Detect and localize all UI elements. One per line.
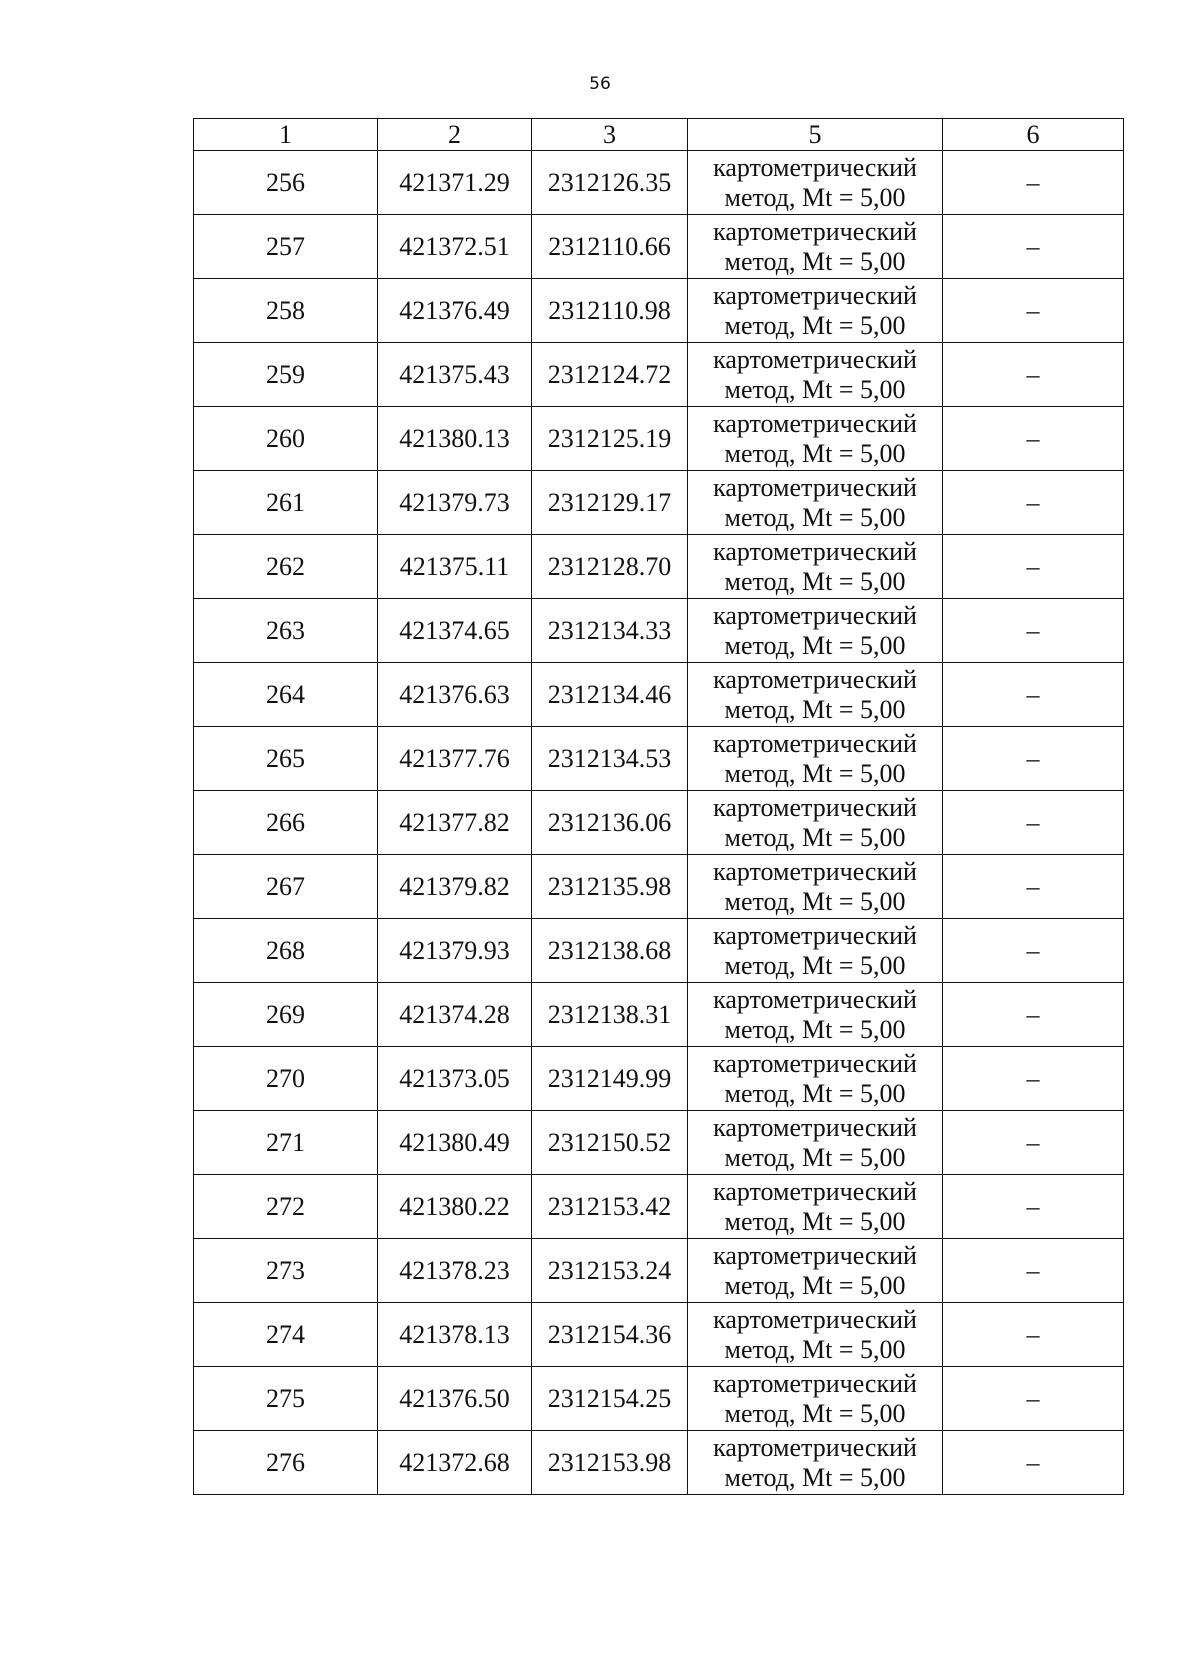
table-header-row <box>194 119 1124 151</box>
method-line-2: метод, Mt = 5,00 <box>724 374 906 404</box>
table-row <box>194 1431 1124 1495</box>
x-coordinate-cell: 421375.11 <box>378 535 532 599</box>
method-cell <box>688 855 943 919</box>
point-number-cell: 270 <box>194 1047 378 1111</box>
point-number-cell: 258 <box>194 279 378 343</box>
method-line-1: картометрический <box>713 1368 917 1398</box>
note-cell: – <box>943 1239 1124 1303</box>
method-line-1: картометрический <box>713 1176 917 1206</box>
table-row <box>194 599 1124 663</box>
method-cell <box>688 1175 943 1239</box>
method-cell <box>688 215 943 279</box>
table-row <box>194 1111 1124 1175</box>
method-line-1: картометрический <box>713 792 917 822</box>
point-number-cell: 275 <box>194 1367 378 1431</box>
table-row <box>194 1047 1124 1111</box>
y-coordinate-cell: 2312138.68 <box>532 919 688 983</box>
method-line-1: картометрический <box>713 1432 917 1462</box>
method-cell <box>688 919 943 983</box>
note-cell: – <box>943 983 1124 1047</box>
note-cell: – <box>943 151 1124 215</box>
y-coordinate-cell: 2312149.99 <box>532 1047 688 1111</box>
y-coordinate-cell: 2312110.98 <box>532 279 688 343</box>
coordinates-table <box>193 118 1124 1495</box>
method-cell <box>688 1111 943 1175</box>
x-coordinate-cell: 421379.82 <box>378 855 532 919</box>
table-row <box>194 855 1124 919</box>
point-number-cell: 267 <box>194 855 378 919</box>
point-number-cell: 265 <box>194 727 378 791</box>
y-coordinate-cell: 2312128.70 <box>532 535 688 599</box>
x-coordinate-cell: 421374.28 <box>378 983 532 1047</box>
x-coordinate-cell: 421376.63 <box>378 663 532 727</box>
note-cell: – <box>943 215 1124 279</box>
note-cell: – <box>943 1175 1124 1239</box>
method-cell <box>688 471 943 535</box>
y-coordinate-cell: 2312124.72 <box>532 343 688 407</box>
method-line-1: картометрический <box>713 920 917 950</box>
method-line-2: метод, Mt = 5,00 <box>724 1014 906 1044</box>
note-cell: – <box>943 855 1124 919</box>
method-line-2: метод, Mt = 5,00 <box>724 310 906 340</box>
x-coordinate-cell: 421379.93 <box>378 919 532 983</box>
y-coordinate-cell: 2312110.66 <box>532 215 688 279</box>
table-row <box>194 919 1124 983</box>
method-line-1: картометрический <box>713 728 917 758</box>
table-row <box>194 791 1124 855</box>
column-header: 5 <box>688 119 943 151</box>
x-coordinate-cell: 421378.13 <box>378 1303 532 1367</box>
method-line-2: метод, Mt = 5,00 <box>724 950 906 980</box>
y-coordinate-cell: 2312153.98 <box>532 1431 688 1495</box>
method-cell <box>688 535 943 599</box>
note-cell: – <box>943 727 1124 791</box>
method-line-2: метод, Mt = 5,00 <box>724 1462 906 1492</box>
x-coordinate-cell: 421371.29 <box>378 151 532 215</box>
method-cell <box>688 727 943 791</box>
method-line-1: картометрический <box>713 1048 917 1078</box>
y-coordinate-cell: 2312153.42 <box>532 1175 688 1239</box>
method-line-1: картометрический <box>713 664 917 694</box>
method-line-1: картометрический <box>713 536 917 566</box>
table-row <box>194 215 1124 279</box>
point-number-cell: 256 <box>194 151 378 215</box>
method-line-2: метод, Mt = 5,00 <box>724 1398 906 1428</box>
method-cell <box>688 343 943 407</box>
method-line-1: картометрический <box>713 216 917 246</box>
y-coordinate-cell: 2312134.46 <box>532 663 688 727</box>
method-line-2: метод, Mt = 5,00 <box>724 1270 906 1300</box>
method-line-2: метод, Mt = 5,00 <box>724 1078 906 1108</box>
method-line-1: картометрический <box>713 984 917 1014</box>
table-row <box>194 407 1124 471</box>
table-row <box>194 151 1124 215</box>
method-line-1: картометрический <box>713 280 917 310</box>
y-coordinate-cell: 2312125.19 <box>532 407 688 471</box>
method-line-2: метод, Mt = 5,00 <box>724 438 906 468</box>
table-row <box>194 663 1124 727</box>
note-cell: – <box>943 663 1124 727</box>
y-coordinate-cell: 2312150.52 <box>532 1111 688 1175</box>
x-coordinate-cell: 421380.22 <box>378 1175 532 1239</box>
method-line-2: метод, Mt = 5,00 <box>724 758 906 788</box>
method-line-2: метод, Mt = 5,00 <box>724 822 906 852</box>
note-cell: – <box>943 599 1124 663</box>
note-cell: – <box>943 471 1124 535</box>
point-number-cell: 263 <box>194 599 378 663</box>
point-number-cell: 260 <box>194 407 378 471</box>
y-coordinate-cell: 2312138.31 <box>532 983 688 1047</box>
note-cell: – <box>943 1431 1124 1495</box>
table-row <box>194 983 1124 1047</box>
x-coordinate-cell: 421376.50 <box>378 1367 532 1431</box>
method-line-1: картометрический <box>713 600 917 630</box>
point-number-cell: 268 <box>194 919 378 983</box>
method-cell <box>688 1303 943 1367</box>
method-line-1: картометрический <box>713 856 917 886</box>
x-coordinate-cell: 421377.76 <box>378 727 532 791</box>
method-cell <box>688 1431 943 1495</box>
table-row <box>194 1175 1124 1239</box>
method-cell <box>688 1239 943 1303</box>
method-line-2: метод, Mt = 5,00 <box>724 1206 906 1236</box>
y-coordinate-cell: 2312126.35 <box>532 151 688 215</box>
method-line-2: метод, Mt = 5,00 <box>724 566 906 596</box>
note-cell: – <box>943 407 1124 471</box>
method-line-1: картометрический <box>713 1112 917 1142</box>
x-coordinate-cell: 421372.68 <box>378 1431 532 1495</box>
point-number-cell: 257 <box>194 215 378 279</box>
method-line-1: картометрический <box>713 152 917 182</box>
table-row <box>194 1303 1124 1367</box>
point-number-cell: 273 <box>194 1239 378 1303</box>
y-coordinate-cell: 2312154.36 <box>532 1303 688 1367</box>
point-number-cell: 274 <box>194 1303 378 1367</box>
method-line-2: метод, Mt = 5,00 <box>724 694 906 724</box>
method-cell <box>688 1367 943 1431</box>
method-line-2: метод, Mt = 5,00 <box>724 502 906 532</box>
note-cell: – <box>943 791 1124 855</box>
y-coordinate-cell: 2312135.98 <box>532 855 688 919</box>
method-cell <box>688 151 943 215</box>
method-line-1: картометрический <box>713 408 917 438</box>
note-cell: – <box>943 535 1124 599</box>
column-header: 3 <box>532 119 688 151</box>
point-number-cell: 271 <box>194 1111 378 1175</box>
point-number-cell: 276 <box>194 1431 378 1495</box>
method-line-2: метод, Mt = 5,00 <box>724 1142 906 1172</box>
table-row <box>194 343 1124 407</box>
column-header: 2 <box>378 119 532 151</box>
table-row <box>194 279 1124 343</box>
point-number-cell: 264 <box>194 663 378 727</box>
note-cell: – <box>943 279 1124 343</box>
x-coordinate-cell: 421378.23 <box>378 1239 532 1303</box>
page-number: 56 <box>589 74 611 94</box>
y-coordinate-cell: 2312129.17 <box>532 471 688 535</box>
point-number-cell: 259 <box>194 343 378 407</box>
column-header: 6 <box>943 119 1124 151</box>
point-number-cell: 261 <box>194 471 378 535</box>
note-cell: – <box>943 919 1124 983</box>
x-coordinate-cell: 421380.13 <box>378 407 532 471</box>
note-cell: – <box>943 1047 1124 1111</box>
table-row <box>194 1239 1124 1303</box>
table-row <box>194 727 1124 791</box>
note-cell: – <box>943 1303 1124 1367</box>
table-row <box>194 1367 1124 1431</box>
method-line-2: метод, Mt = 5,00 <box>724 630 906 660</box>
x-coordinate-cell: 421372.51 <box>378 215 532 279</box>
method-cell <box>688 407 943 471</box>
method-cell <box>688 1047 943 1111</box>
method-cell <box>688 279 943 343</box>
method-cell <box>688 663 943 727</box>
table-body <box>194 151 1124 1495</box>
y-coordinate-cell: 2312134.33 <box>532 599 688 663</box>
method-line-2: метод, Mt = 5,00 <box>724 1334 906 1364</box>
method-line-1: картометрический <box>713 472 917 502</box>
y-coordinate-cell: 2312154.25 <box>532 1367 688 1431</box>
point-number-cell: 266 <box>194 791 378 855</box>
method-line-1: картометрический <box>713 1240 917 1270</box>
method-cell <box>688 791 943 855</box>
method-line-2: метод, Mt = 5,00 <box>724 182 906 212</box>
x-coordinate-cell: 421373.05 <box>378 1047 532 1111</box>
method-line-2: метод, Mt = 5,00 <box>724 246 906 276</box>
point-number-cell: 272 <box>194 1175 378 1239</box>
table-row <box>194 535 1124 599</box>
x-coordinate-cell: 421376.49 <box>378 279 532 343</box>
y-coordinate-cell: 2312136.06 <box>532 791 688 855</box>
method-line-2: метод, Mt = 5,00 <box>724 886 906 916</box>
column-header: 1 <box>194 119 378 151</box>
table-row <box>194 471 1124 535</box>
method-cell <box>688 983 943 1047</box>
note-cell: – <box>943 343 1124 407</box>
note-cell: – <box>943 1111 1124 1175</box>
x-coordinate-cell: 421379.73 <box>378 471 532 535</box>
x-coordinate-cell: 421380.49 <box>378 1111 532 1175</box>
y-coordinate-cell: 2312153.24 <box>532 1239 688 1303</box>
method-cell <box>688 599 943 663</box>
x-coordinate-cell: 421374.65 <box>378 599 532 663</box>
note-cell: – <box>943 1367 1124 1431</box>
point-number-cell: 269 <box>194 983 378 1047</box>
x-coordinate-cell: 421377.82 <box>378 791 532 855</box>
method-line-1: картометрический <box>713 344 917 374</box>
method-line-1: картометрический <box>713 1304 917 1334</box>
point-number-cell: 262 <box>194 535 378 599</box>
x-coordinate-cell: 421375.43 <box>378 343 532 407</box>
y-coordinate-cell: 2312134.53 <box>532 727 688 791</box>
